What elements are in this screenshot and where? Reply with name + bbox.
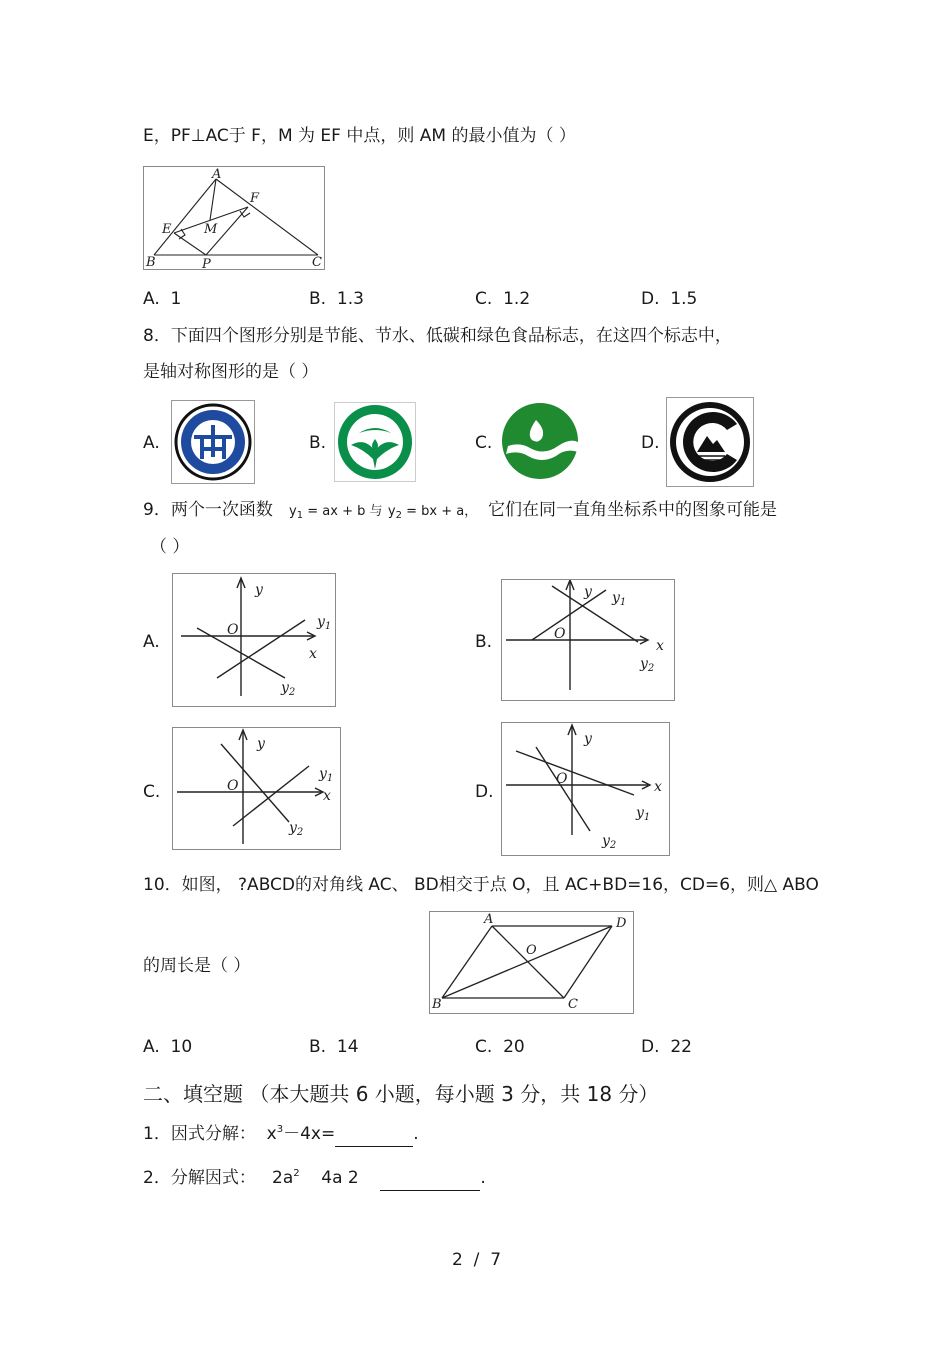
q10-option-c: C. 20: [475, 1037, 525, 1057]
svg-text:x: x: [654, 779, 662, 795]
q7-option-d: D. 1.5: [641, 289, 698, 309]
svg-text:y2: $y_2$: [281, 680, 296, 698]
q10-line2: 的周长是（ ）: [143, 956, 251, 976]
svg-text:y1: $y_1$: [612, 590, 627, 608]
svg-text:y: y: [255, 582, 263, 598]
q9-graph-a: [172, 573, 336, 707]
answer-blank[interactable]: [380, 1174, 480, 1191]
water-saving-logo: [334, 402, 416, 482]
label-p: P: [202, 257, 211, 269]
svg-text:x: x: [323, 788, 331, 804]
answer-blank[interactable]: [335, 1130, 413, 1147]
section-2-title: 二、填空题 （本大题共 6 小题，每小题 3 分，共 18 分）: [143, 1082, 659, 1106]
q9-option-d-letter: D.: [475, 782, 494, 802]
q8-option-d-letter: D.: [641, 433, 660, 453]
q9-option-c-letter: C.: [143, 782, 161, 802]
q7-stem-tail: E，PF⊥AC于 F，M 为 EF 中点，则 AM 的最小值为（ ）: [143, 126, 576, 146]
fill-q1: 1．因式分解： $x^3-4x=$ .: [143, 1124, 419, 1147]
svg-text:O: O: [526, 943, 537, 958]
svg-text:O: O: [227, 778, 239, 794]
label-f: F: [250, 191, 260, 206]
svg-text:x: x: [309, 646, 317, 662]
q7-option-b: B. 1.3: [309, 289, 364, 309]
q8-line1: 8．下面四个图形分别是节能、节水、低碳和绿色食品标志，在这四个标志中，: [143, 326, 732, 346]
q9-line2: （ ）: [150, 537, 190, 557]
q7-option-c: C. 1.2: [475, 289, 531, 309]
svg-text:y: y: [584, 731, 592, 747]
q9-graph-d: [501, 722, 670, 856]
q9-line1: 9．两个一次函数 $y_1$ = ax + b 与 $y_2$ = bx + a， 它们在同一直角坐标系中的图象可能是: [143, 500, 778, 521]
q8-option-a-letter: A.: [143, 433, 160, 453]
svg-text:y2: $y_2$: [640, 656, 655, 674]
q10-option-a: A. 10: [143, 1037, 193, 1057]
q8-option-c-letter: C.: [475, 433, 493, 453]
q7-figure: [143, 166, 325, 270]
q10-option-b: B. 14: [309, 1037, 359, 1057]
svg-text:D: D: [616, 916, 627, 931]
label-m: M: [204, 222, 218, 237]
q10-option-d: D. 22: [641, 1037, 692, 1057]
label-c: C: [312, 255, 322, 269]
label-b: B: [146, 255, 156, 269]
label-e: E: [162, 222, 172, 237]
svg-text:B: B: [432, 997, 442, 1012]
svg-text:O: O: [554, 626, 566, 642]
svg-text:O: O: [556, 771, 568, 787]
svg-text:O: O: [227, 622, 239, 638]
svg-text:C: C: [568, 997, 578, 1012]
q9-graph-c: [172, 727, 341, 850]
q9-option-a-letter: A.: [143, 632, 160, 652]
svg-text:y1: $y_1$: [319, 766, 334, 784]
energy-saving-logo: [171, 400, 255, 484]
svg-text:y1: $y_1$: [317, 614, 332, 632]
label-a: A: [212, 167, 222, 182]
svg-text:A: A: [484, 912, 494, 927]
svg-text:y2: $y_2$: [602, 833, 617, 851]
q10-figure: [429, 911, 634, 1014]
q9-option-b-letter: B.: [475, 632, 493, 652]
svg-text:y1: $y_1$: [636, 805, 651, 823]
svg-text:y: y: [584, 584, 592, 600]
svg-text:x: x: [656, 638, 664, 654]
q10-line1: 10．如图， ?ABCD的对角线 AC、 BD相交于点 O，且 AC+BD=16，CD=6，则△ ABO: [143, 875, 819, 895]
q9-graph-b: [501, 579, 675, 701]
fill-q2: 2．分解因式： $2a^2$ 4a 2 .: [143, 1168, 486, 1191]
page-number: 2 / 7: [452, 1250, 502, 1270]
low-carbon-logo: [500, 402, 580, 480]
q7-option-a: A. 1: [143, 289, 182, 309]
q8-option-b-letter: B.: [309, 433, 327, 453]
svg-text:y2: $y_2$: [289, 820, 304, 838]
q8-line2: 是轴对称图形的是（ ）: [143, 362, 319, 382]
svg-text:y: y: [257, 736, 265, 752]
green-food-logo: [666, 397, 754, 487]
